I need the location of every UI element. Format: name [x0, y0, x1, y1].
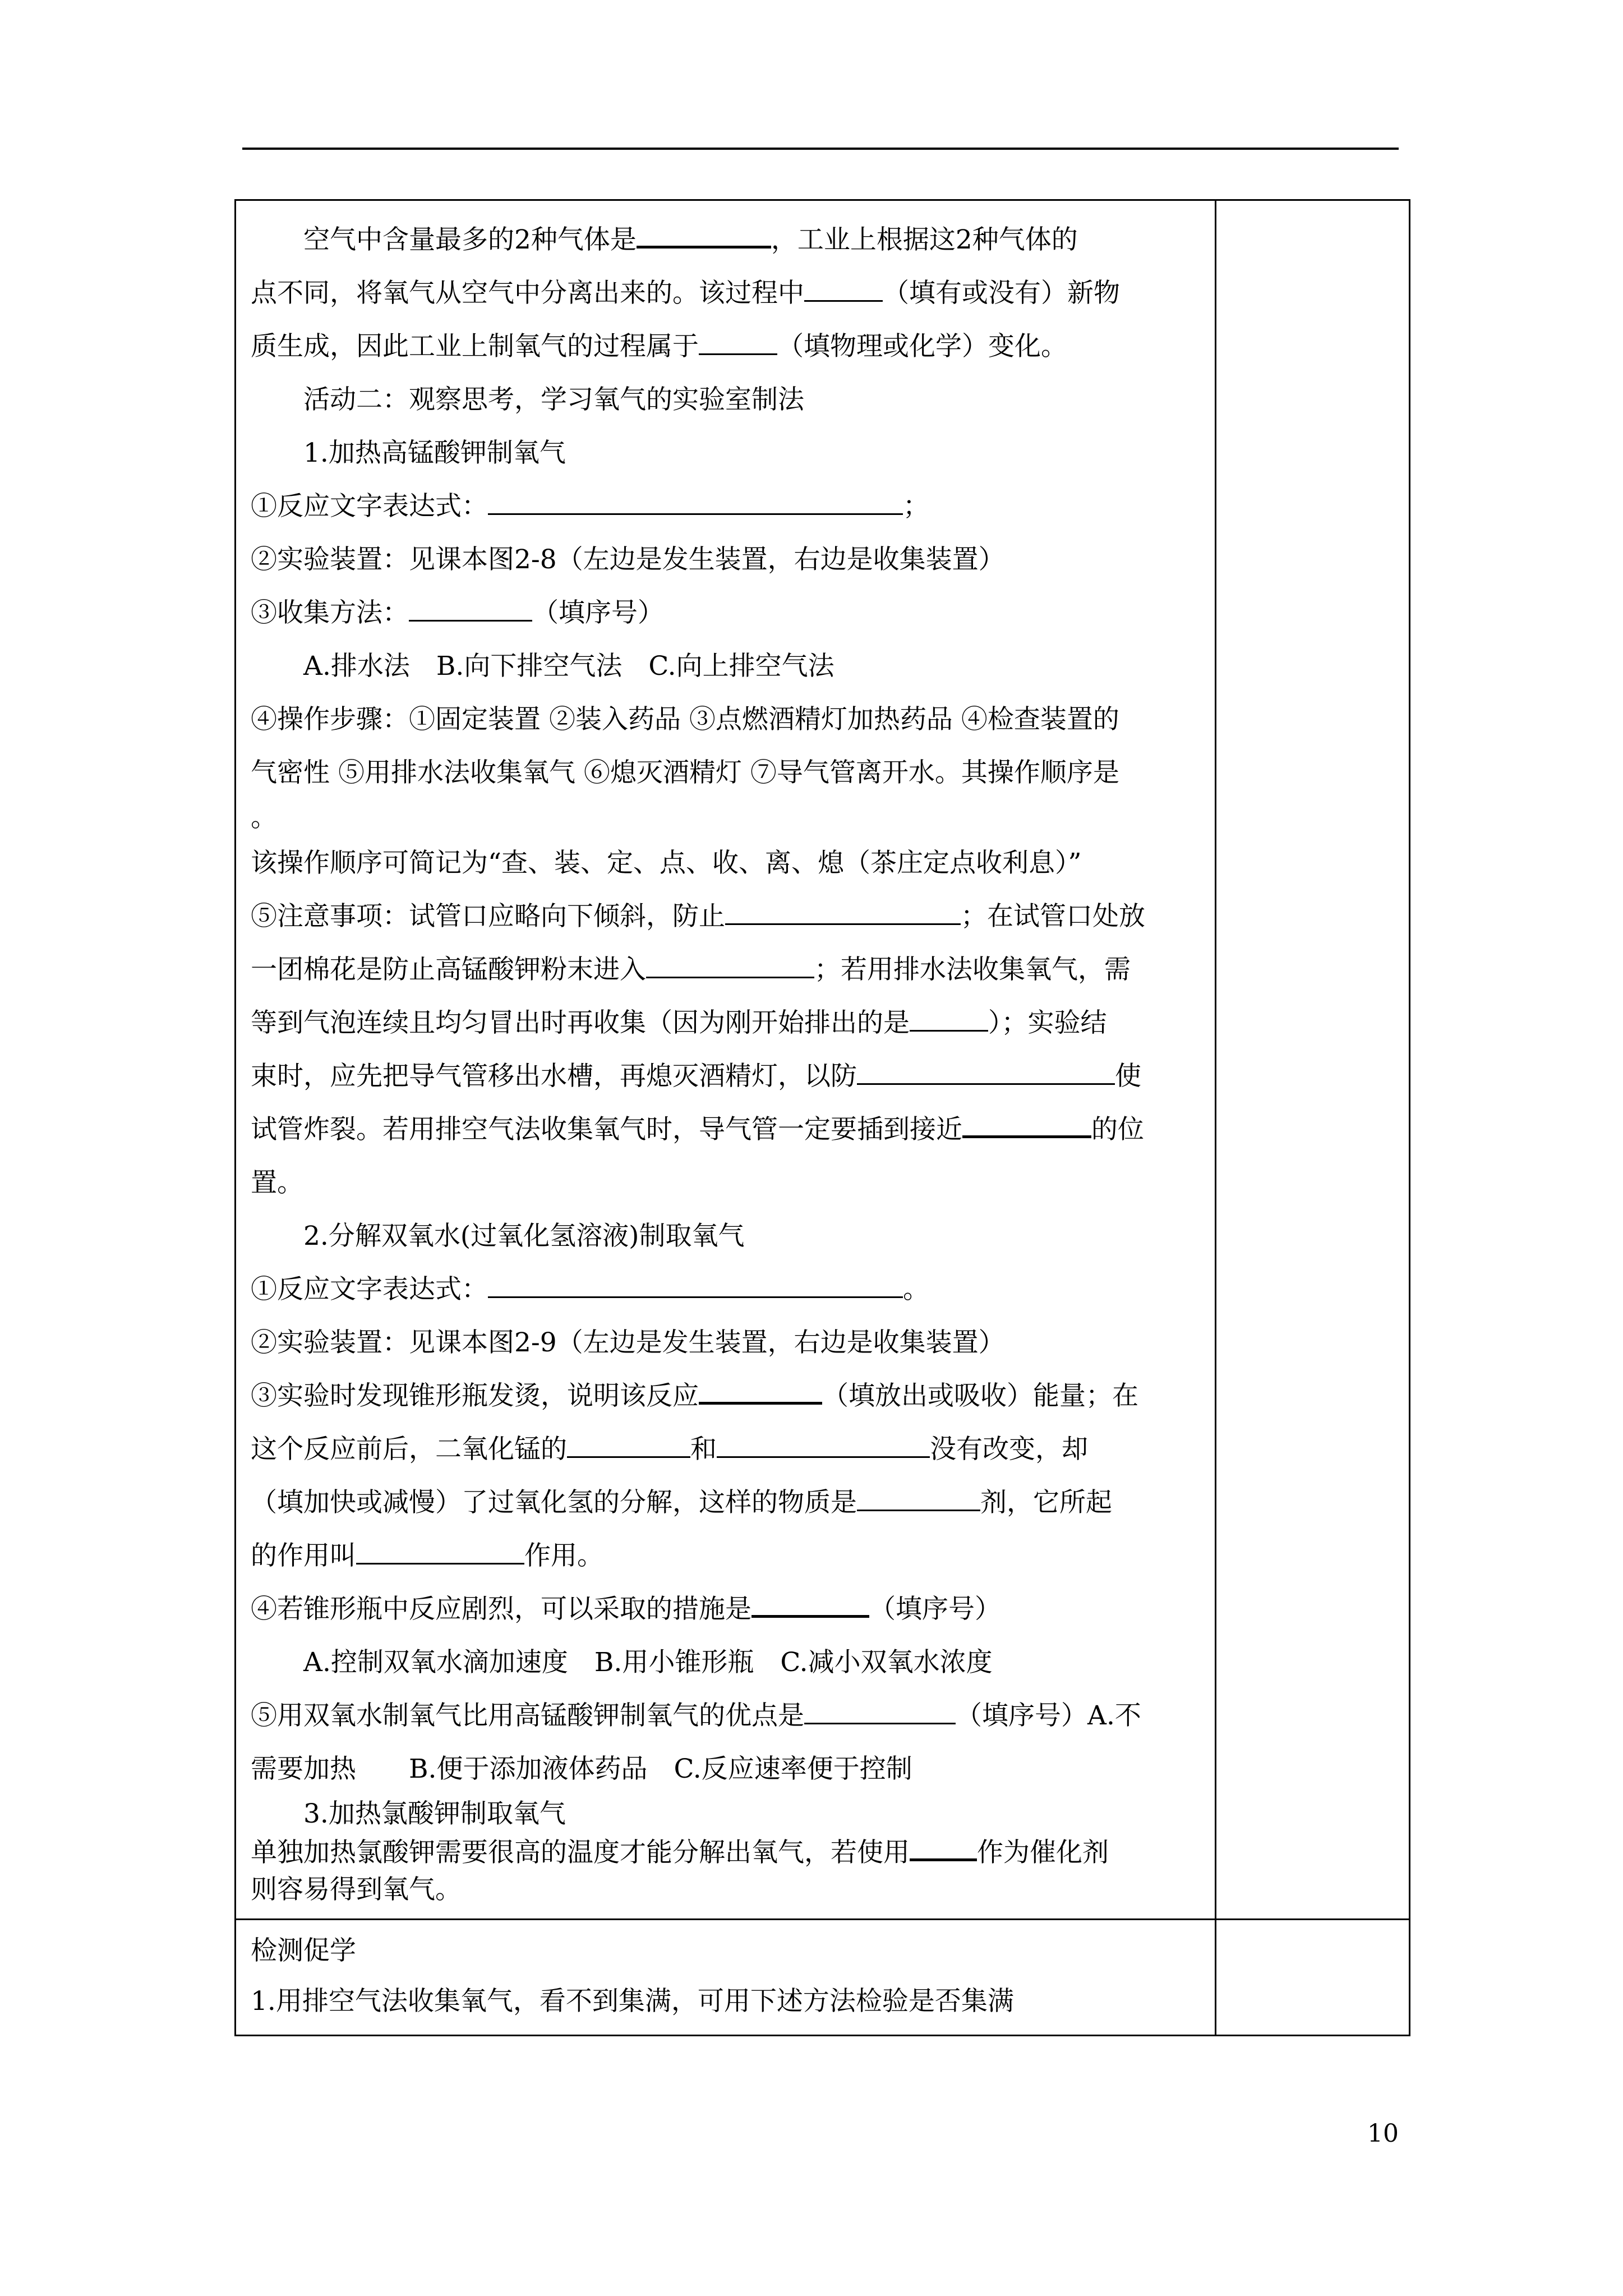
- section-heading: 2.分解双氧水(过氧化氢溶液)制取氧气: [303, 1221, 745, 1251]
- text-line: ②实验装置：见课本图2-9（左边是发生装置，右边是收集装置）: [251, 1327, 1005, 1358]
- text-line: ⑤注意事项：试管口应略向下倾斜，防止 ；在试管口处放: [251, 890, 1200, 943]
- text-line: 这个反应前后，二氧化锰的 和 没有改变，却: [251, 1423, 1200, 1476]
- text-line: 质生成，因此工业上制氧气的过程属于 （填物理或化学）变化。: [251, 320, 1200, 373]
- section-heading: 活动二：观察思考，学习氧气的实验室制法: [303, 384, 804, 415]
- text-line: ⑤用双氧水制氧气比用高锰酸钾制氧气的优点是 （填序号）A.不: [251, 1689, 1200, 1742]
- text-line: ②实验装置：见课本图2-8（左边是发生装置，右边是收集装置）: [251, 544, 1005, 575]
- text-line: 等到气泡连续且均匀冒出时再收集（因为刚开始排出的是 ）；实验结: [251, 996, 1200, 1050]
- text-line: 试管炸裂。若用排空气法收集氧气时，导气管一定要插到接近 的位: [251, 1103, 1200, 1156]
- fill-blank[interactable]: [637, 220, 771, 249]
- text-line: ④操作步骤：①固定装置 ②装入药品 ③点燃酒精灯加热药品 ④检查装置的: [251, 704, 1119, 735]
- text-line: 置。: [251, 1167, 303, 1198]
- fill-blank[interactable]: [725, 898, 961, 925]
- fill-blank[interactable]: [857, 1057, 1115, 1085]
- text-line: （填加快或减慢）了过氧化氢的分解，这样的物质是 剂，它所起: [251, 1476, 1200, 1529]
- text-line: 。: [251, 802, 277, 833]
- check-side-cell: [1216, 1920, 1410, 2036]
- header-rule: [242, 148, 1399, 150]
- section-heading: 1.加热高锰酸钾制氧气: [303, 438, 566, 468]
- options-line: A.控制双氧水滴加速度 B.用小锥形瓶 C.减小双氧水浓度: [303, 1647, 993, 1678]
- fill-blank[interactable]: [699, 328, 777, 355]
- text-line: ④若锥形瓶中反应剧烈，可以采取的措施是 （填序号）: [251, 1582, 1200, 1636]
- fill-blank[interactable]: [804, 274, 883, 302]
- fill-blank[interactable]: [567, 1430, 690, 1458]
- fill-blank[interactable]: [751, 1589, 869, 1618]
- fill-blank[interactable]: [409, 594, 532, 622]
- text-line: 空气中含量最多的2种气体是 ，工业上根据这2种气体的: [251, 213, 1200, 266]
- check-cell: [236, 1920, 1216, 2036]
- text-line: 束时，应先把导气管移出水槽，再熄灭酒精灯，以防 使: [251, 1050, 1200, 1103]
- fill-blank[interactable]: [910, 1833, 977, 1861]
- side-cell: [1216, 200, 1410, 1920]
- options-line: A.排水法 B.向下排空气法 C.向上排空气法: [303, 651, 834, 682]
- worksheet-table: [234, 199, 1410, 2036]
- fill-blank[interactable]: [356, 1537, 524, 1565]
- fill-blank[interactable]: [488, 487, 903, 515]
- text-line: 该操作顺序可简记为“查、装、定、点、收、离、熄（茶庄定点收利息）”: [251, 848, 1082, 878]
- text-line: 单独加热氯酸钾需要很高的温度才能分解出氧气，若使用 作为催化剂: [251, 1833, 1200, 1871]
- fill-blank[interactable]: [910, 1004, 988, 1032]
- text-line: ③收集方法： （填序号）: [251, 586, 1200, 639]
- text-line: 需要加热 B.便于添加液体药品 C.反应速率便于控制: [251, 1754, 912, 1784]
- page-number: 10: [1367, 2119, 1399, 2148]
- text-line: 则容易得到氧气。: [251, 1874, 462, 1905]
- text-line: 一团棉花是防止高锰酸钾粉末进入 ；若用排水法收集氧气，需: [251, 943, 1200, 996]
- text-line: 点不同，将氧气从空气中分离出来的。该过程中 （填有或没有）新物: [251, 266, 1200, 320]
- fill-blank[interactable]: [804, 1697, 956, 1724]
- fill-blank[interactable]: [857, 1484, 980, 1511]
- text-line: ①反应文字表达式： ；: [251, 480, 1200, 533]
- main-cell: [236, 200, 1216, 1920]
- check-title: 检测促学: [251, 1935, 356, 1966]
- check-question: 1.用排空气法收集氧气，看不到集满，可用下述方法检验是否集满: [251, 1986, 1014, 2017]
- section-heading: 3.加热氯酸钾制取氧气: [303, 1798, 566, 1829]
- fill-blank[interactable]: [962, 1110, 1091, 1138]
- text-line: 气密性 ⑤用排水法收集氧气 ⑥熄灭酒精灯 ⑦导气管离开水。其操作顺序是: [251, 757, 1119, 788]
- fill-blank[interactable]: [488, 1271, 903, 1298]
- fill-blank[interactable]: [717, 1430, 930, 1458]
- text-line: ③实验时发现锥形瓶发烫，说明该反应 （填放出或吸收）能量；在: [251, 1369, 1200, 1423]
- fill-blank[interactable]: [699, 1376, 822, 1405]
- text-line: ①反应文字表达式： 。: [251, 1263, 1200, 1316]
- text-line: 的作用叫 作用。: [251, 1529, 1200, 1582]
- fill-blank[interactable]: [646, 951, 814, 978]
